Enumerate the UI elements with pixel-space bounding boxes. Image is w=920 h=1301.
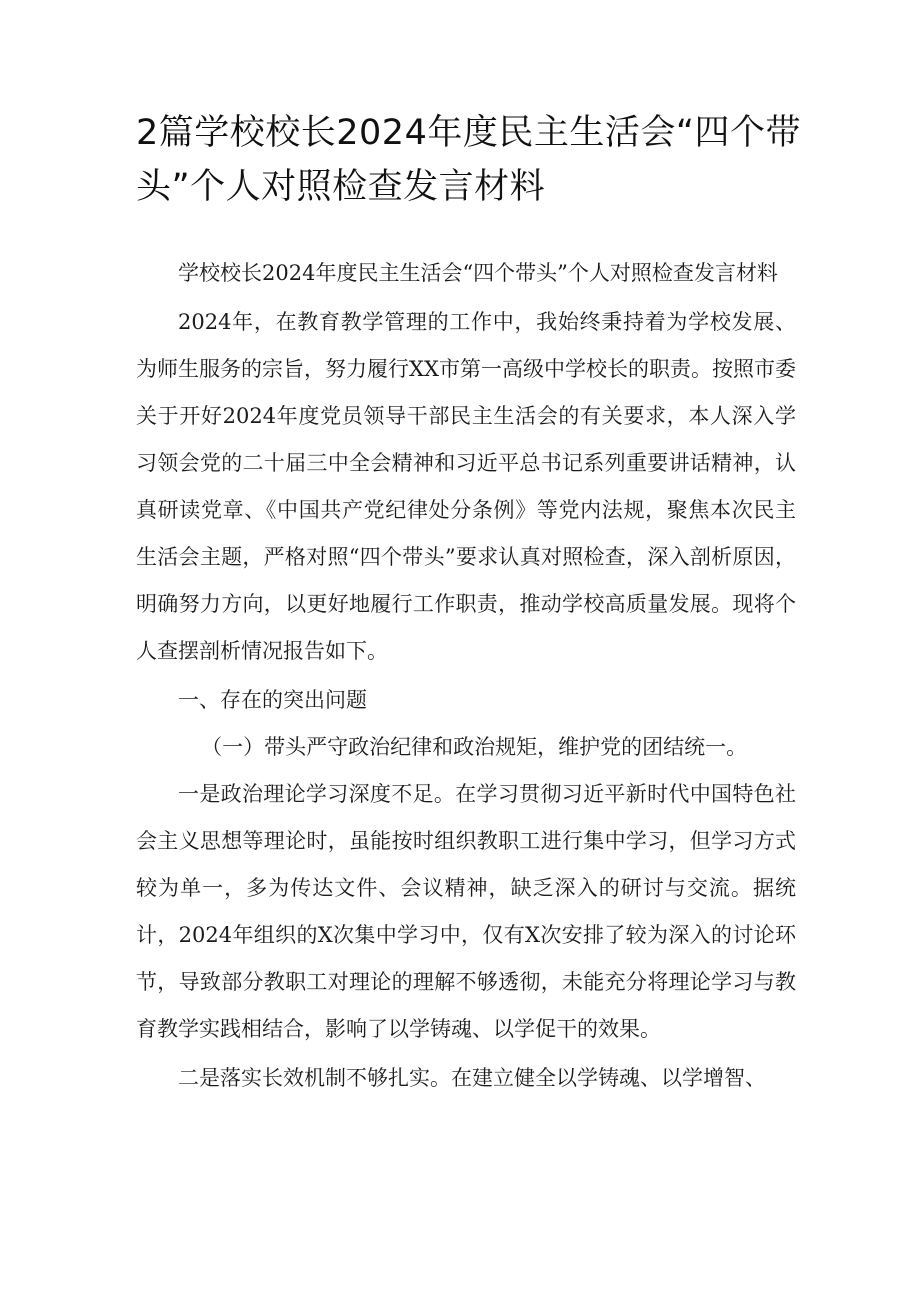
document-title: 2篇学校校长2024年度民主生活会“四个带头”个人对照检查发言材料 [136,113,801,207]
subsection-heading: （一）带头严守政治纪律和政治规矩，维护党的团结统一。 [201,735,748,759]
issue-paragraph-1: 一是政治理论学习深度不足。在学习贯彻习近平新时代中国特色社会主义思想等理论时，虽能按时组织教职工进行集中学习，但学习方式较为单一，多为传达文件、会议精神，缺乏深入的研讨与交流。据统计，2024年组织的X次集中学习中，仅有X次安排了较为深入的讨论环节，导致部分教职工对理论的理解不够透彻，未能充分将理论学习与教育教学实践相结合，影响了以学铸魂、以学促干的效果。 [136,782,796,1041]
section-heading: 一、存在的突出问题 [178,688,367,712]
document-body [136,250,796,1102]
issue-paragraph-2: 二是落实长效机制不够扎实。在建立健全以学铸魂、以学增智、 [178,1066,766,1090]
subtitle-paragraph: 学校校长2024年度民主生活会“四个带头”个人对照检查发言材料 [178,261,778,285]
intro-paragraph: 2024年，在教育教学管理的工作中，我始终秉持着为学校发展、为师生服务的宗旨，努力履行XX市第一高级中学校长的职责。按照市委关于开好2024年度党员领导干部民主生活会的有关要求，本人深入学习领会党的二十届三中全会精神和习近平总书记系列重要讲话精神，认真研读党章、《中国共产党纪律处分条例》等党内法规，聚焦本次民主生活会主题，严格对照“四个带头”要求认真对照检查，深入剖析原因，明确努力方向，以更好地履行工作职责，推动学校高质量发展。现将个人查摆剖析情况报告如下。 [136,310,796,663]
